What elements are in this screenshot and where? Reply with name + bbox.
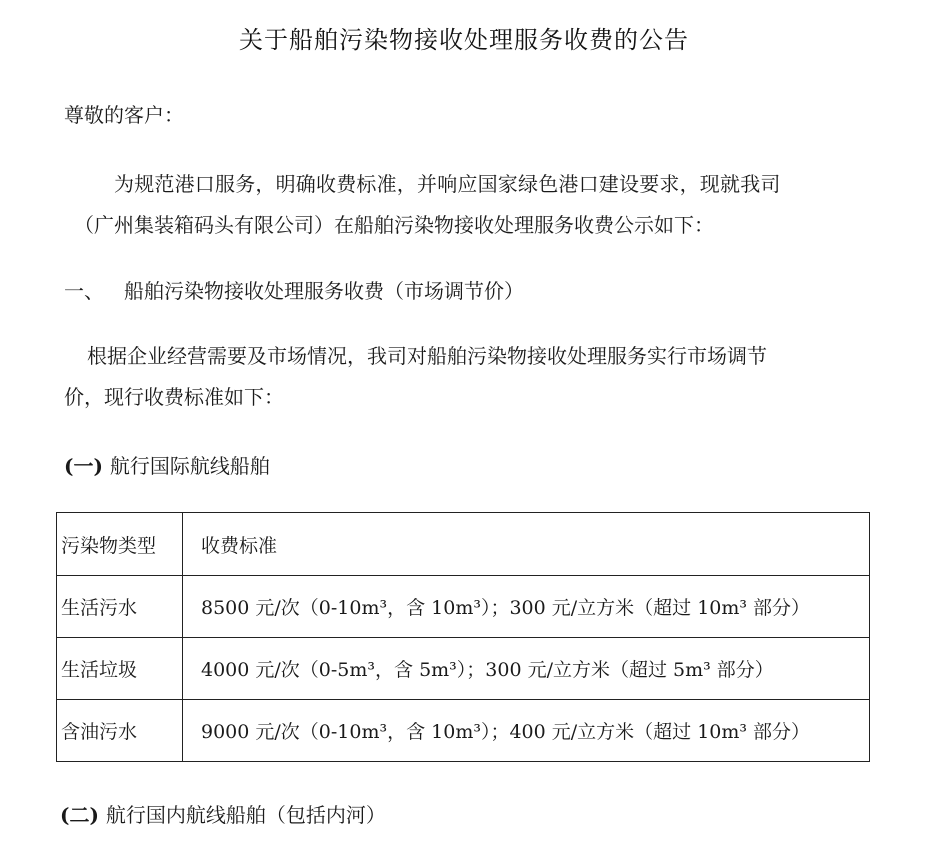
row-type-domestic-garbage: 生活垃圾 xyxy=(57,638,183,700)
paragraph-2-line-1: 根据企业经营需要及市场情况，我司对船舶污染物接收处理服务实行市场调节 xyxy=(87,344,767,368)
table-header-row xyxy=(57,513,870,576)
header-pollutant-type: 污染物类型 xyxy=(57,513,183,576)
subsection-1-heading xyxy=(64,450,270,479)
row-standard-oily-water: 9000 元/次（0-10m³，含 10m³）；400 元/立方米（超过 10m³ 部分） xyxy=(183,700,870,762)
subsection-2-title: 航行国内航线船舶（包括内河） xyxy=(105,803,386,827)
row-type-oily-water: 含油污水 xyxy=(57,700,183,762)
subsection-1-number: (一) xyxy=(64,454,103,478)
row-standard-domestic-sewage: 8500 元/次（0-10m³，含 10m³）；300 元/立方米（超过 10m³ 部分） xyxy=(183,576,870,638)
subsection-1-title: 航行国际航线船舶 xyxy=(109,454,270,478)
intro-line-2: （广州集装箱码头有限公司）在船舶污染物接收处理服务收费公示如下： xyxy=(74,213,714,237)
intro-line-1: 为规范港口服务，明确收费标准，并响应国家绿色港口建设要求，现就我司 xyxy=(114,172,781,196)
subsection-2-number: (二) xyxy=(60,803,99,827)
header-fee-standard: 收费标准 xyxy=(183,513,870,576)
document-title: 关于船舶污染物接收处理服务收费的公告 xyxy=(239,26,689,54)
table-row xyxy=(57,700,870,762)
row-standard-domestic-garbage: 4000 元/次（0-5m³，含 5m³）；300 元/立方米（超过 5m³ 部分） xyxy=(183,638,870,700)
subsection-2-heading xyxy=(60,799,386,828)
table-row xyxy=(57,638,870,700)
row-type-domestic-sewage: 生活污水 xyxy=(57,576,183,638)
section-1-heading xyxy=(64,275,524,304)
table-row xyxy=(57,576,870,638)
section-1-number: 一、 xyxy=(64,279,104,303)
salutation: 尊敬的客户： xyxy=(64,103,184,127)
section-1-title: 船舶污染物接收处理服务收费（市场调节价） xyxy=(124,279,524,303)
paragraph-2-line-2: 价，现行收费标准如下： xyxy=(64,385,284,409)
fee-table xyxy=(56,512,870,762)
